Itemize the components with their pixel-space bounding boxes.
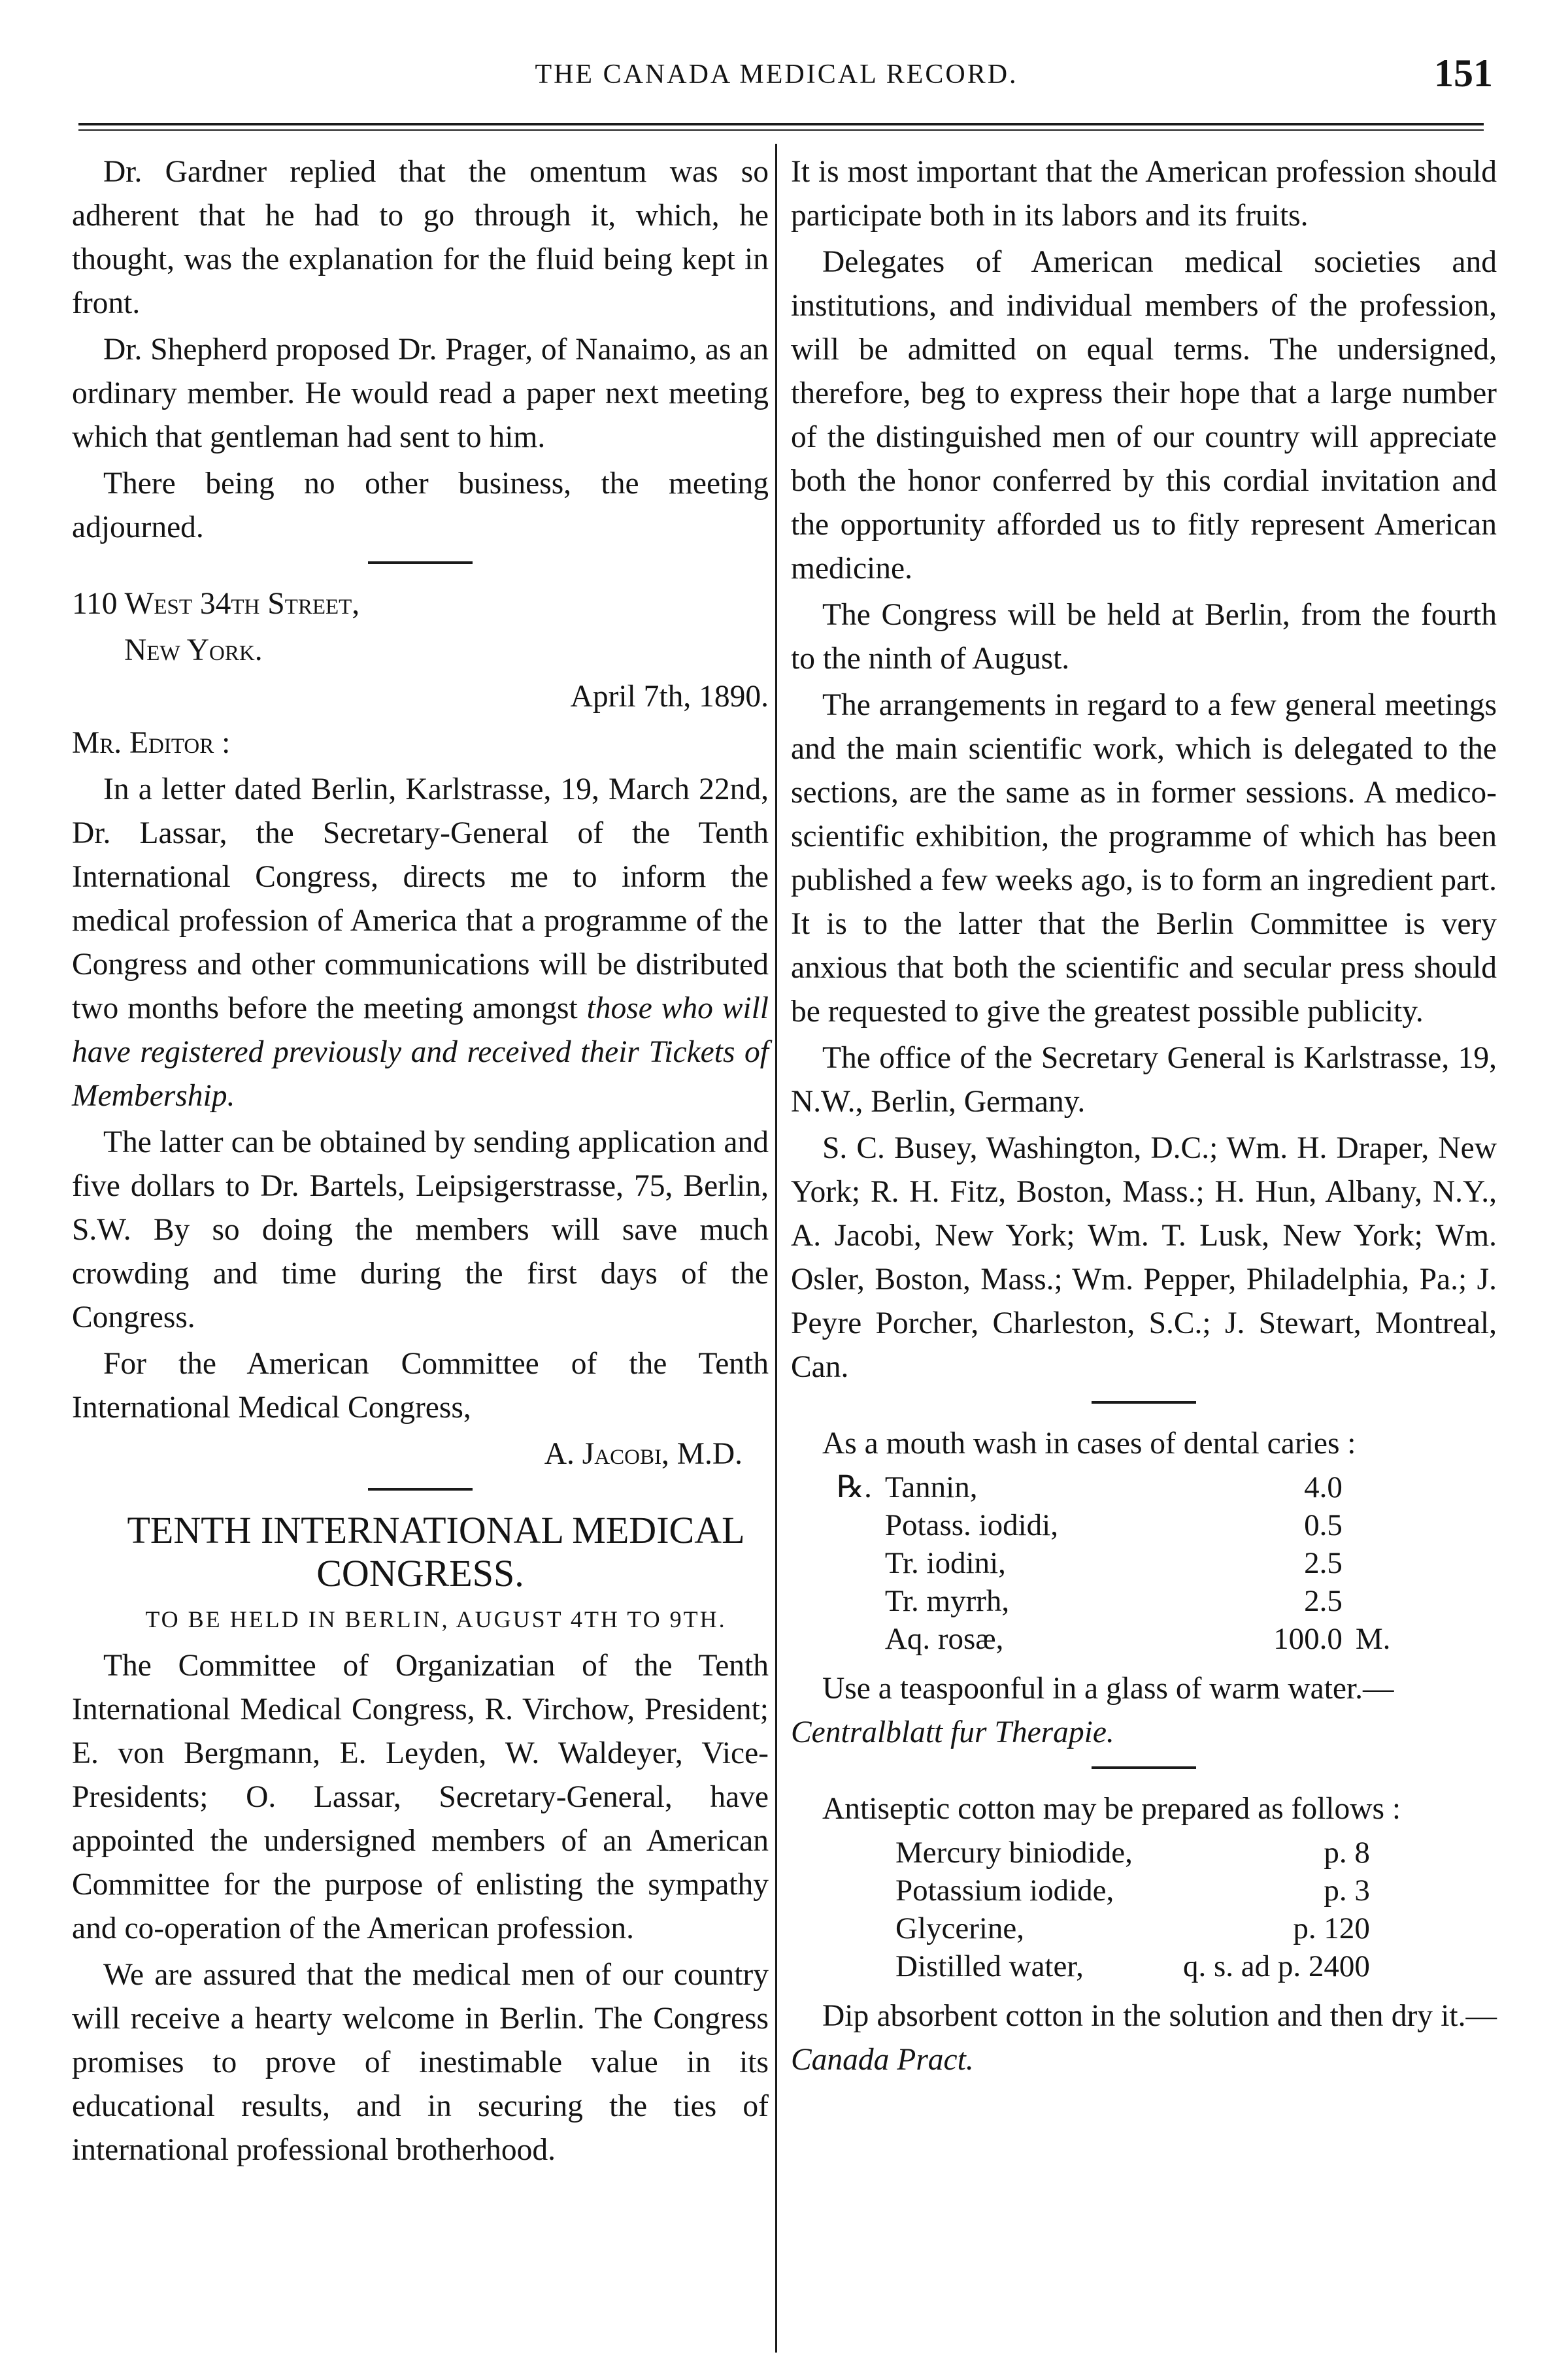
rx1-amount: 2.5 [1304, 1546, 1343, 1580]
article-heading: TENTH INTERNATIONAL MEDICAL CONGRESS. [127, 1509, 745, 1595]
rx2-amount: p. 120 [1293, 1911, 1370, 1945]
letter-paragraph-3: For the American Committee of the Tenth International Medical Congress, [72, 1347, 769, 1425]
rx2-source: Canada Pract. [791, 2043, 974, 2077]
page-header [0, 52, 1553, 111]
letter-date: April 7th, 1890. [570, 680, 769, 714]
rx1-mark: M. [1355, 1622, 1391, 1656]
rx1-ingredient: Tr. myrrh, [884, 1584, 1010, 1618]
rx1-row [830, 1506, 1397, 1544]
minutes-paragraph-1: Dr. Gardner replied that the omentum was so adherent that he had to go through it, which, he thought, was the explanation for the fluid being kept in front. [72, 155, 769, 320]
rx1-ingredient: Potass. iodidi, [884, 1508, 1058, 1542]
right-column [791, 150, 1497, 2085]
rx2-ingredient: Distilled water, [895, 1949, 1084, 1983]
letter-paragraph-1-text: In a letter dated Berlin, Karlstrasse, 19, March 22nd, Dr. Lassar, the Secretary-General of the Tenth International Congress, directs me to inform the medical profession of America that a programme of the Congress and other communications will be distributed two months before the meeting amongst [72, 772, 769, 1025]
rx2-usage [791, 1994, 1497, 2082]
letter-address-line-1: 110 West 34th Street, [72, 587, 360, 621]
rx1-intro: As a mouth wash in cases of dental caries : [822, 1427, 1356, 1461]
rx2-ingredient: Potassium iodide, [895, 1874, 1114, 1908]
journal-title: THE CANADA MEDICAL RECORD. [535, 59, 1018, 90]
rx1-source: Centralblatt fur Therapie. [791, 1715, 1114, 1749]
rx1-usage-text: Use a teaspoonful in a glass of warm water.— [822, 1672, 1394, 1706]
rx1-row [830, 1544, 1397, 1582]
letter-address-line-2: New York. [124, 633, 263, 667]
rx1-usage [791, 1667, 1497, 1755]
right-paragraph-1: It is most important that the American profession should participate both in its labors and its fruits. [791, 155, 1497, 233]
column-divider [775, 144, 777, 2353]
letter-signature: A. Jacobi, M.D. [544, 1437, 743, 1471]
rx1-ingredient: Aq. rosæ, [884, 1622, 1004, 1656]
right-paragraph-3: The Congress will be held at Berlin, from the fourth to the ninth of August. [791, 598, 1497, 676]
rx1-mark [1349, 1468, 1397, 1506]
rx1-amount: 100.0 [1273, 1622, 1343, 1656]
rx2-intro: Antiseptic cotton may be prepared as follows : [822, 1792, 1401, 1826]
rx1-amount: 0.5 [1304, 1508, 1343, 1542]
right-paragraph-5: The office of the Secretary General is Karlstrasse, 19, N.W., Berlin, Germany. [791, 1041, 1497, 1119]
right-paragraph-2: Delegates of American medical societies and institutions, and individual members of the profession, will be admitted on equal terms. The undersigned, therefore, beg to express their hope that a large number of the distinguished men of our country will appreciate both the honor conferred by this cordial invitation and the opportunity afforded us to fitly represent American medicine. [791, 245, 1497, 586]
committee-list: S. C. Busey, Washington, D.C.; Wm. H. Draper, New York; R. H. Fitz, Boston, Mass.; H. Hun, Albany, N.Y., A. Jacobi, New York; Wm. T. Lusk, New York; Wm. Osler, Boston, Mass.; Wm. Pepper, Philadelphia, Pa.; J. Peyre Porcher, Charleston, S.C.; J. Stewart, Montreal, Can. [791, 1131, 1497, 1384]
rx1-row [830, 1620, 1397, 1658]
rx2-row [889, 1834, 1377, 1872]
article-subheading: TO BE HELD IN BERLIN, AUGUST 4TH TO 9TH. [145, 1606, 727, 1632]
letter-paragraph-2: The latter can be obtained by sending application and five dollars to Dr. Bartels, Leipsigerstrasse, 75, Berlin, S.W. By so doing the members will save much crowding and time during the first days of the Congress. [72, 1125, 769, 1334]
rx2-table [889, 1834, 1377, 1985]
rx2-row [889, 1947, 1377, 1985]
rx2-row [889, 1909, 1377, 1947]
header-rule-thin [78, 129, 1484, 131]
letter-paragraph-1 [72, 768, 769, 1118]
rx2-usage-text: Dip absorbent cotton in the solution and then dry it.— [822, 1999, 1497, 2033]
rx1-mark [1349, 1582, 1397, 1620]
rx1-row [830, 1468, 1397, 1506]
rx1-mark [1349, 1544, 1397, 1582]
section-separator [368, 1488, 473, 1491]
section-separator [1092, 1401, 1196, 1404]
rx1-amount: 4.0 [1304, 1470, 1343, 1504]
rx2-amount: p. 3 [1324, 1874, 1370, 1908]
section-separator [368, 561, 473, 564]
minutes-paragraph-3: There being no other business, the meeting adjourned. [72, 467, 769, 544]
right-paragraph-4: The arrangements in regard to a few general meetings and the main scientific work, which is delegated to the sections, are the same as in former sessions. A medico-scientific exhibition, the programme of which has been published a few weeks ago, is to form an ingredient part. It is to the latter that the Berlin Committee is very anxious that both the scientific and secular press should be requested to give the greatest possible publicity. [791, 688, 1497, 1029]
rx2-amount: p. 8 [1324, 1836, 1370, 1870]
rx1-mark [1349, 1506, 1397, 1544]
rx2-ingredient: Mercury biniodide, [895, 1836, 1133, 1870]
congress-paragraph-2: We are assured that the medical men of our country will receive a hearty welcome in Berlin. The Congress promises to prove of inestimable value in its educational results, and in securing the ties of international professional brotherhood. [72, 1958, 769, 2167]
minutes-paragraph-2: Dr. Shepherd proposed Dr. Prager, of Nanaimo, as an ordinary member. He would read a paper next meeting which that gentleman had sent to him. [72, 333, 769, 454]
letter-paragraph-1-italic: those who will have registered previously and received their Tickets of Membership. [72, 991, 769, 1113]
rx2-ingredient: Glycerine, [895, 1911, 1025, 1945]
rx2-row [889, 1872, 1377, 1909]
rx1-ingredient: Tannin, [884, 1470, 978, 1504]
section-separator [1092, 1766, 1196, 1769]
rx1-row [830, 1582, 1397, 1620]
rx-symbol: ℞. [837, 1470, 872, 1504]
header-rule [78, 123, 1484, 125]
letter-salutation: Mr. Editor : [72, 726, 231, 760]
rx1-table [830, 1468, 1397, 1658]
rx2-amount: q. s. ad p. 2400 [1183, 1949, 1370, 1983]
page-number: 151 [1434, 52, 1493, 95]
rx1-amount: 2.5 [1304, 1584, 1343, 1618]
rx1-ingredient: Tr. iodini, [884, 1546, 1006, 1580]
congress-paragraph-1: The Committee of Organizatian of the Tenth International Medical Congress, R. Virchow, President; E. von Bergmann, E. Leyden, W. Waldeyer, Vice-Presidents; O. Lassar, Secretary-General, have appointed the undersigned members of an American Committee for the purpose of enlisting the sympathy and co-operation of the American profession. [72, 1649, 769, 1945]
left-column [72, 150, 769, 2175]
